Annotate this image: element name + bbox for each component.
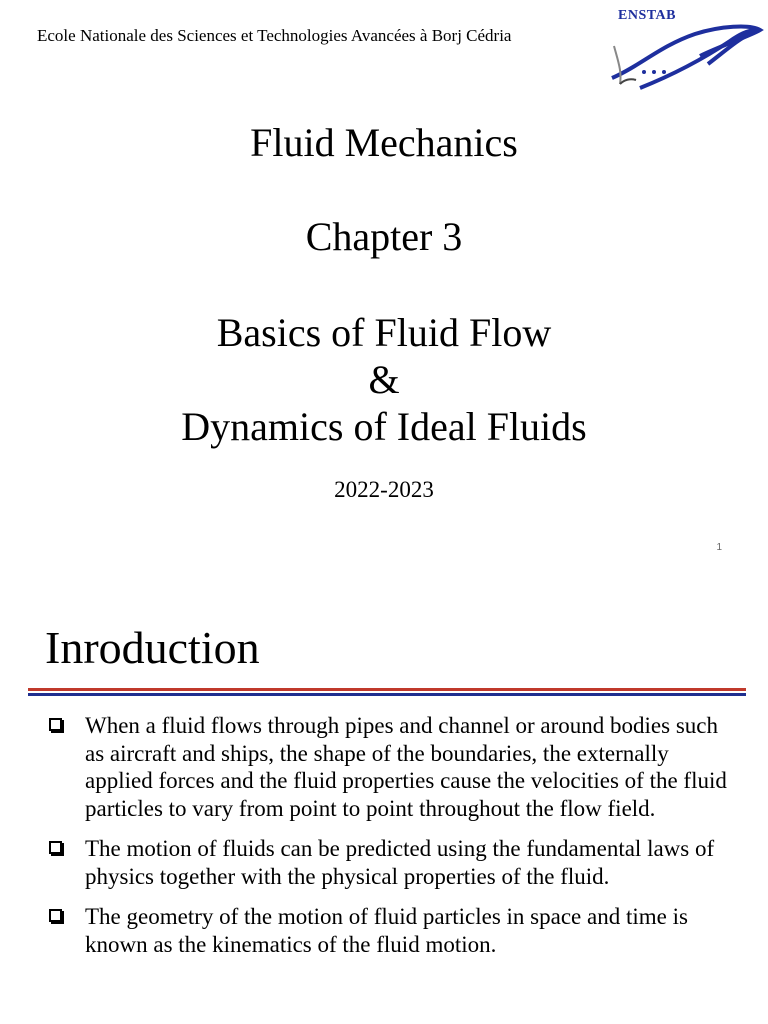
chapter-subtitle <box>0 309 768 450</box>
subtitle-line: Dynamics of Ideal Fluids <box>181 404 587 449</box>
checkbox-bullet-icon <box>49 718 62 731</box>
subtitle-line: & <box>368 357 400 402</box>
logo-text: ENSTAB <box>618 8 676 23</box>
enstab-logo <box>600 6 768 96</box>
bullet-list <box>45 712 735 971</box>
divider-blue <box>28 693 746 696</box>
bullet-text: The motion of fluids can be predicted using the fundamental laws of physics together with the physical properties of the fluid. <box>85 836 715 889</box>
checkbox-bullet-icon <box>49 909 62 922</box>
bullet-text: When a fluid flows through pipes and channel or around bodies such as aircraft and ships, the shape of the boundaries, the externally applied forces and the fluid properties cause the velocities of the fluid particles to vary from point to point throughout the flow field. <box>85 713 727 821</box>
list-item <box>45 903 735 958</box>
institution-name: Ecole Nationale des Sciences et Technologies Avancées à Borj Cédria <box>37 26 512 45</box>
subtitle-line: Basics of Fluid Flow <box>216 310 552 355</box>
page-number: 1 <box>716 542 722 553</box>
checkbox-bullet-icon <box>49 841 62 854</box>
bullet-text: The geometry of the motion of fluid particles in space and time is known as the kinematics of the fluid motion. <box>85 904 688 957</box>
chapter-label: Chapter 3 <box>305 214 463 259</box>
introduction-slide <box>0 576 768 1024</box>
academic-year: 2022-2023 <box>334 477 434 502</box>
slide-heading: Inroduction <box>45 622 260 673</box>
list-item <box>45 835 735 890</box>
list-item <box>45 712 735 822</box>
page-title: Fluid Mechanics <box>250 120 518 165</box>
